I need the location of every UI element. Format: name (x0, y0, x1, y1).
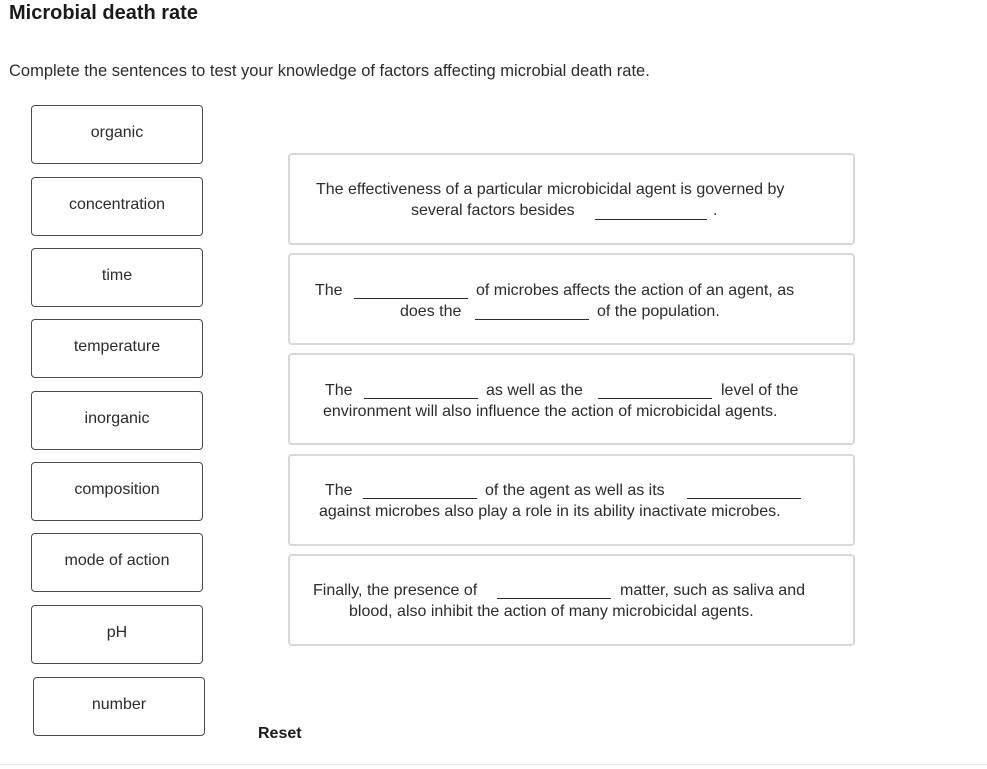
word-tile-label: pH (106, 623, 128, 641)
sentence-box-4 (288, 454, 855, 546)
word-tile-label: composition (74, 480, 160, 498)
sentence-fragment: environment will also influence the action of microbicidal agents. (323, 403, 778, 420)
word-tile-number[interactable] (33, 677, 205, 736)
sentence-box-1 (288, 153, 855, 245)
word-tile-label: time (101, 266, 133, 284)
drop-blank[interactable] (598, 398, 712, 399)
word-tile-label: number (91, 695, 147, 713)
sentence-fragment: of the population. (597, 303, 720, 320)
drop-blank[interactable] (363, 498, 477, 499)
sentence-fragment: Finally, the presence of (313, 582, 478, 599)
sentence-fragment: of microbes affects the action of an agent, as (476, 282, 795, 299)
sentence-fragment: of the agent as well as its (485, 482, 665, 499)
word-tile-label: inorganic (84, 409, 150, 427)
word-tile-organic[interactable] (31, 105, 203, 164)
sentence-box-5 (288, 554, 855, 646)
sentence-box-2 (288, 253, 855, 345)
word-tile-temperature[interactable] (31, 319, 203, 378)
sentence-fragment: The (325, 482, 353, 499)
drop-blank[interactable] (354, 298, 468, 299)
drop-blank[interactable] (595, 219, 707, 220)
reset-button[interactable]: Reset (258, 725, 302, 742)
word-tile-ph[interactable] (31, 605, 203, 664)
bottom-divider (0, 764, 987, 765)
word-tile-mode-of-action[interactable] (31, 533, 203, 592)
word-tile-inorganic[interactable] (31, 391, 203, 450)
word-tile-concentration[interactable] (31, 177, 203, 236)
sentence-fragment: The (325, 382, 353, 399)
sentence-fragment: . (713, 202, 718, 219)
sentence-fragment: as well as the (486, 382, 583, 399)
sentence-fragment: The effectiveness of a particular microbicidal agent is governed by (316, 181, 785, 198)
word-tile-time[interactable] (31, 248, 203, 307)
drop-blank[interactable] (497, 598, 611, 599)
sentence-fragment: blood, also inhibit the action of many microbicidal agents. (349, 603, 754, 620)
word-tile-label: mode of action (64, 551, 170, 569)
sentence-fragment: several factors besides (411, 202, 575, 219)
instructions-text: Complete the sentences to test your knowledge of factors affecting microbial death rate. (9, 62, 650, 80)
sentence-fragment: The (315, 282, 343, 299)
word-tile-label: concentration (68, 195, 166, 213)
sentence-fragment: against microbes also play a role in its ability inactivate microbes. (319, 503, 781, 520)
word-tile-label: organic (90, 123, 144, 141)
drop-blank[interactable] (364, 398, 478, 399)
page-title: Microbial death rate (9, 2, 198, 24)
sentence-fragment: does the (400, 303, 462, 320)
drop-blank[interactable] (687, 498, 801, 499)
word-tile-composition[interactable] (31, 462, 203, 521)
drop-blank[interactable] (475, 319, 589, 320)
sentence-fragment: level of the (721, 382, 799, 399)
sentence-fragment: matter, such as saliva and (620, 582, 805, 599)
sentence-box-3 (288, 353, 855, 445)
word-tile-label: temperature (73, 337, 161, 355)
